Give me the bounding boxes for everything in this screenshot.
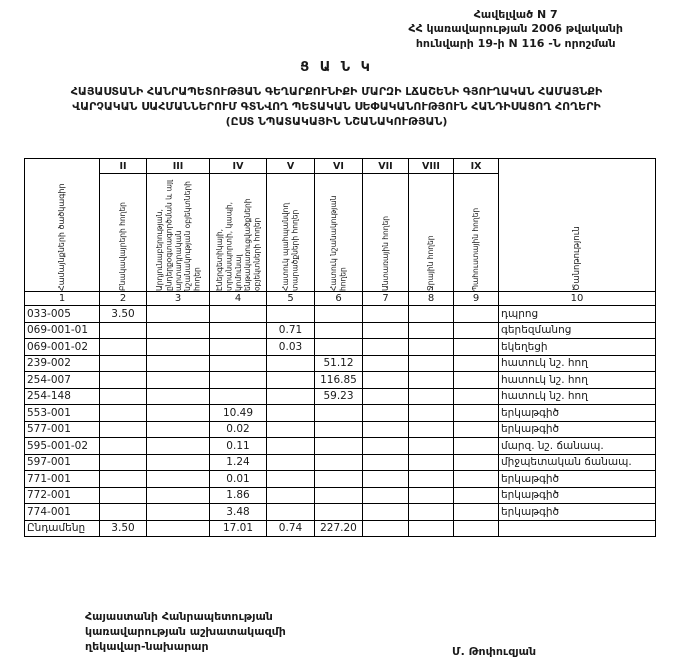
area-value-cell (100, 322, 147, 339)
table-row (25, 405, 656, 422)
area-value-cell: 0.74 (267, 520, 315, 537)
category-header-water (409, 174, 454, 292)
area-value-cell (267, 405, 315, 422)
area-value-cell (409, 405, 454, 422)
area-value-cell (267, 355, 315, 372)
note-cell: դպրոց (499, 306, 656, 323)
area-value-cell (409, 355, 454, 372)
column-number-row (25, 292, 656, 306)
roman-numeral-v: V (267, 159, 315, 174)
area-value-cell: 51.12 (315, 355, 363, 372)
column-number: 7 (363, 292, 409, 306)
area-value-cell (409, 454, 454, 471)
area-value-cell (363, 372, 409, 389)
area-value-cell (454, 355, 499, 372)
category-header-industrial (147, 174, 210, 292)
area-value-cell (409, 504, 454, 521)
area-value-cell (363, 454, 409, 471)
note-cell: միջպետական ճանապ. (499, 454, 656, 471)
area-value-cell (315, 454, 363, 471)
column-number: 6 (315, 292, 363, 306)
area-value-cell (210, 372, 267, 389)
area-value-cell (147, 405, 210, 422)
community-code: 771-001 (25, 471, 100, 488)
table-row (25, 487, 656, 504)
area-value-cell (454, 372, 499, 389)
area-value-cell (267, 372, 315, 389)
community-code: 254-007 (25, 372, 100, 389)
annex-line-1: Հավելված N 7 (473, 8, 558, 21)
area-value-cell (409, 339, 454, 356)
area-value-cell (315, 322, 363, 339)
area-value-cell (267, 421, 315, 438)
category-header-energy-transport (210, 174, 267, 292)
area-value-cell: 1.86 (210, 487, 267, 504)
document-subtitle (0, 84, 673, 129)
note-cell: երկաթգիծ (499, 471, 656, 488)
subtitle-line-3: (ԸՍՏ ՆՊԱՏԱԿԱՅԻՆ ՆՇԱՆԱԿՈՒԹՅԱՆ) (225, 115, 448, 128)
category-header-label: Արդյունաբերության, ընդերքօգտագործման և այլ արտադրական նշանակության օբյեկտների հողեր (154, 179, 202, 291)
area-value-cell (454, 520, 499, 537)
note-cell: մարզ. նշ. ճանապ. (499, 438, 656, 455)
area-value-cell (315, 504, 363, 521)
table-row (25, 339, 656, 356)
table-row (25, 355, 656, 372)
community-code: 033-005 (25, 306, 100, 323)
note-cell: երկաթգիծ (499, 487, 656, 504)
category-header-label: Անտառային հողեր (380, 216, 390, 291)
area-value-cell (147, 372, 210, 389)
note-cell: հատուկ նշ. հող (499, 372, 656, 389)
area-value-cell (454, 339, 499, 356)
area-value-cell (454, 306, 499, 323)
area-value-cell (454, 388, 499, 405)
area-value-cell (267, 487, 315, 504)
category-header-settlement (100, 174, 147, 292)
area-value-cell (315, 471, 363, 488)
area-value-cell (210, 355, 267, 372)
area-value-cell (409, 487, 454, 504)
area-value-cell (100, 388, 147, 405)
document-title: Ց Ա Ն Կ (300, 60, 373, 75)
note-cell (499, 520, 656, 537)
area-value-cell (267, 504, 315, 521)
area-value-cell (454, 471, 499, 488)
column-number: 8 (409, 292, 454, 306)
area-value-cell (363, 388, 409, 405)
area-value-cell (100, 355, 147, 372)
area-value-cell (409, 520, 454, 537)
area-value-cell (267, 388, 315, 405)
column-number: 3 (147, 292, 210, 306)
community-code: 577-001 (25, 421, 100, 438)
area-value-cell (267, 454, 315, 471)
area-value-cell (363, 339, 409, 356)
area-value-cell (363, 405, 409, 422)
area-value-cell (210, 388, 267, 405)
note-column-header-label: Ծանոթություն (571, 226, 582, 291)
area-value-cell (210, 339, 267, 356)
note-cell: հատուկ նշ. հող (499, 388, 656, 405)
table-body (25, 306, 656, 537)
community-code: 254-148 (25, 388, 100, 405)
category-header-label: Էներգետիկայի, տրանսպորտի, կապի, կոմունալ ենթակառուցվածքների օբյեկտների հողեր (214, 198, 262, 291)
area-value-cell (147, 454, 210, 471)
category-header-label: Հատուկ պահպանվող տարածքների հողեր (281, 202, 300, 291)
roman-numeral-ii: II (100, 159, 147, 174)
area-value-cell (454, 504, 499, 521)
area-value-cell: 116.85 (315, 372, 363, 389)
note-column-header (499, 159, 656, 292)
area-value-cell (409, 388, 454, 405)
area-value-cell (100, 504, 147, 521)
area-value-cell (147, 355, 210, 372)
area-value-cell (147, 438, 210, 455)
table-total-row (25, 520, 656, 537)
roman-numeral-viii: VIII (409, 159, 454, 174)
area-value-cell (454, 438, 499, 455)
signature-name: Մ. Թոփուզյան (452, 645, 537, 658)
note-cell: երկաթգիծ (499, 421, 656, 438)
signing-office-block (85, 610, 286, 655)
area-value-cell (409, 322, 454, 339)
table-row (25, 454, 656, 471)
area-value-cell (267, 438, 315, 455)
area-value-cell: 3.48 (210, 504, 267, 521)
area-value-cell (315, 339, 363, 356)
area-value-cell: 0.11 (210, 438, 267, 455)
roman-numeral-vii: VII (363, 159, 409, 174)
area-value-cell (454, 421, 499, 438)
area-value-cell: 59.23 (315, 388, 363, 405)
area-value-cell: 3.50 (100, 306, 147, 323)
category-header-label: Հատուկ նշանակության հողեր (329, 195, 348, 291)
category-header-label: Պահուստային հողեր (471, 207, 481, 291)
area-value-cell: 10.49 (210, 405, 267, 422)
community-code: 772-001 (25, 487, 100, 504)
category-header-reserve (454, 174, 499, 292)
area-value-cell (409, 306, 454, 323)
note-cell: երկաթգիծ (499, 405, 656, 422)
category-header-forest (363, 174, 409, 292)
area-value-cell: 17.01 (210, 520, 267, 537)
community-code: 069-001-01 (25, 322, 100, 339)
subtitle-line-2: ՎԱՐՉԱԿԱՆ ՍԱՀՄԱՆՆԵՐՈՒՄ ԳՏՆՎՈՂ ՊԵՏԱԿԱՆ ՍԵՓԱԿԱՆՈՒԹՅՈՒՆ ՀԱՆԴԻՍԱՑՈՂ ՀՈՂԵՐԻ (72, 100, 601, 113)
category-header-protected (267, 174, 315, 292)
subtitle-line-1: ՀԱՅԱՍՏԱՆԻ ՀԱՆՐԱՊԵՏՈՒԹՅԱՆ ԳԵՂԱՐՔՈՒՆԻՔԻ ՄԱՐԶԻ ԼՃԱՇԵՆԻ ԳՅՈՒՂԱԿԱՆ ՀԱՄԱՅՆՔԻ (70, 85, 603, 98)
column-number: 1 (25, 292, 100, 306)
area-value-cell: 3.50 (100, 520, 147, 537)
area-value-cell (363, 504, 409, 521)
area-value-cell (315, 421, 363, 438)
area-value-cell (454, 405, 499, 422)
area-value-cell (409, 421, 454, 438)
area-value-cell (100, 339, 147, 356)
area-value-cell (147, 339, 210, 356)
area-value-cell (454, 487, 499, 504)
area-value-cell (210, 306, 267, 323)
annex-header (408, 8, 623, 51)
area-value-cell (363, 322, 409, 339)
area-value-cell (147, 322, 210, 339)
area-value-cell (147, 471, 210, 488)
area-value-cell (409, 372, 454, 389)
area-value-cell: 1.24 (210, 454, 267, 471)
community-code: 595-001-02 (25, 438, 100, 455)
office-line-3: ղեկավար-նախարար (85, 639, 209, 653)
area-value-cell (210, 322, 267, 339)
area-value-cell: 0.71 (267, 322, 315, 339)
area-value-cell (267, 306, 315, 323)
area-value-cell (363, 471, 409, 488)
area-value-cell (454, 322, 499, 339)
area-value-cell: 0.03 (267, 339, 315, 356)
land-parcels-table (24, 158, 656, 537)
category-header-label: Բնակավայրերի հողեր (118, 202, 128, 291)
area-value-cell (363, 421, 409, 438)
table-row (25, 388, 656, 405)
roman-numeral-iii: III (147, 159, 210, 174)
annex-line-2: ՀՀ կառավարության 2006 թվականի (408, 22, 623, 36)
area-value-cell (100, 421, 147, 438)
area-value-cell (363, 438, 409, 455)
area-value-cell (147, 388, 210, 405)
note-cell: հատուկ նշ. հող (499, 355, 656, 372)
area-value-cell: 227.20 (315, 520, 363, 537)
area-value-cell (100, 471, 147, 488)
area-value-cell (100, 372, 147, 389)
table-row (25, 504, 656, 521)
table-row (25, 438, 656, 455)
code-column-header (25, 159, 100, 292)
area-value-cell (315, 306, 363, 323)
area-value-cell (409, 471, 454, 488)
column-number: 5 (267, 292, 315, 306)
table-row (25, 306, 656, 323)
note-cell: երկաթգիծ (499, 504, 656, 521)
area-value-cell (315, 487, 363, 504)
area-value-cell: 0.01 (210, 471, 267, 488)
community-code: 774-001 (25, 504, 100, 521)
community-code: 069-001-02 (25, 339, 100, 356)
area-value-cell (363, 306, 409, 323)
roman-numeral-row (25, 159, 656, 174)
area-value-cell (267, 471, 315, 488)
area-value-cell (147, 504, 210, 521)
area-value-cell (363, 487, 409, 504)
code-column-header-label: Համայնքների ծածկագիր (57, 183, 66, 291)
annex-line-3: հունվարի 19-ի N 116 -Ն որոշման (415, 36, 616, 50)
area-value-cell (147, 487, 210, 504)
note-cell: եկեղեցի (499, 339, 656, 356)
area-value-cell (454, 454, 499, 471)
table-row (25, 322, 656, 339)
area-value-cell (363, 355, 409, 372)
column-number: 2 (100, 292, 147, 306)
note-cell: գերեզմանոց (499, 322, 656, 339)
area-value-cell: 0.02 (210, 421, 267, 438)
column-number: 10 (499, 292, 656, 306)
roman-numeral-iv: IV (210, 159, 267, 174)
area-value-cell (363, 520, 409, 537)
area-value-cell (315, 438, 363, 455)
office-line-1: Հայաստանի Հանրապետության (85, 610, 273, 623)
community-code: 597-001 (25, 454, 100, 471)
roman-numeral-vi: VI (315, 159, 363, 174)
roman-numeral-ix: IX (454, 159, 499, 174)
column-number: 4 (210, 292, 267, 306)
office-line-2: կառավարության աշխատակազմի (85, 624, 286, 638)
area-value-cell (100, 405, 147, 422)
area-value-cell (147, 520, 210, 537)
area-value-cell (147, 421, 210, 438)
area-value-cell (315, 405, 363, 422)
table-row (25, 471, 656, 488)
total-label: Ընդամենը (25, 520, 100, 537)
area-value-cell (100, 487, 147, 504)
table-row (25, 421, 656, 438)
column-number: 9 (454, 292, 499, 306)
community-code: 239-002 (25, 355, 100, 372)
community-code: 553-001 (25, 405, 100, 422)
table-row (25, 372, 656, 389)
area-value-cell (409, 438, 454, 455)
category-header-special (315, 174, 363, 292)
area-value-cell (147, 306, 210, 323)
category-header-label: Ջրային հողեր (426, 235, 436, 291)
area-value-cell (100, 454, 147, 471)
area-value-cell (100, 438, 147, 455)
